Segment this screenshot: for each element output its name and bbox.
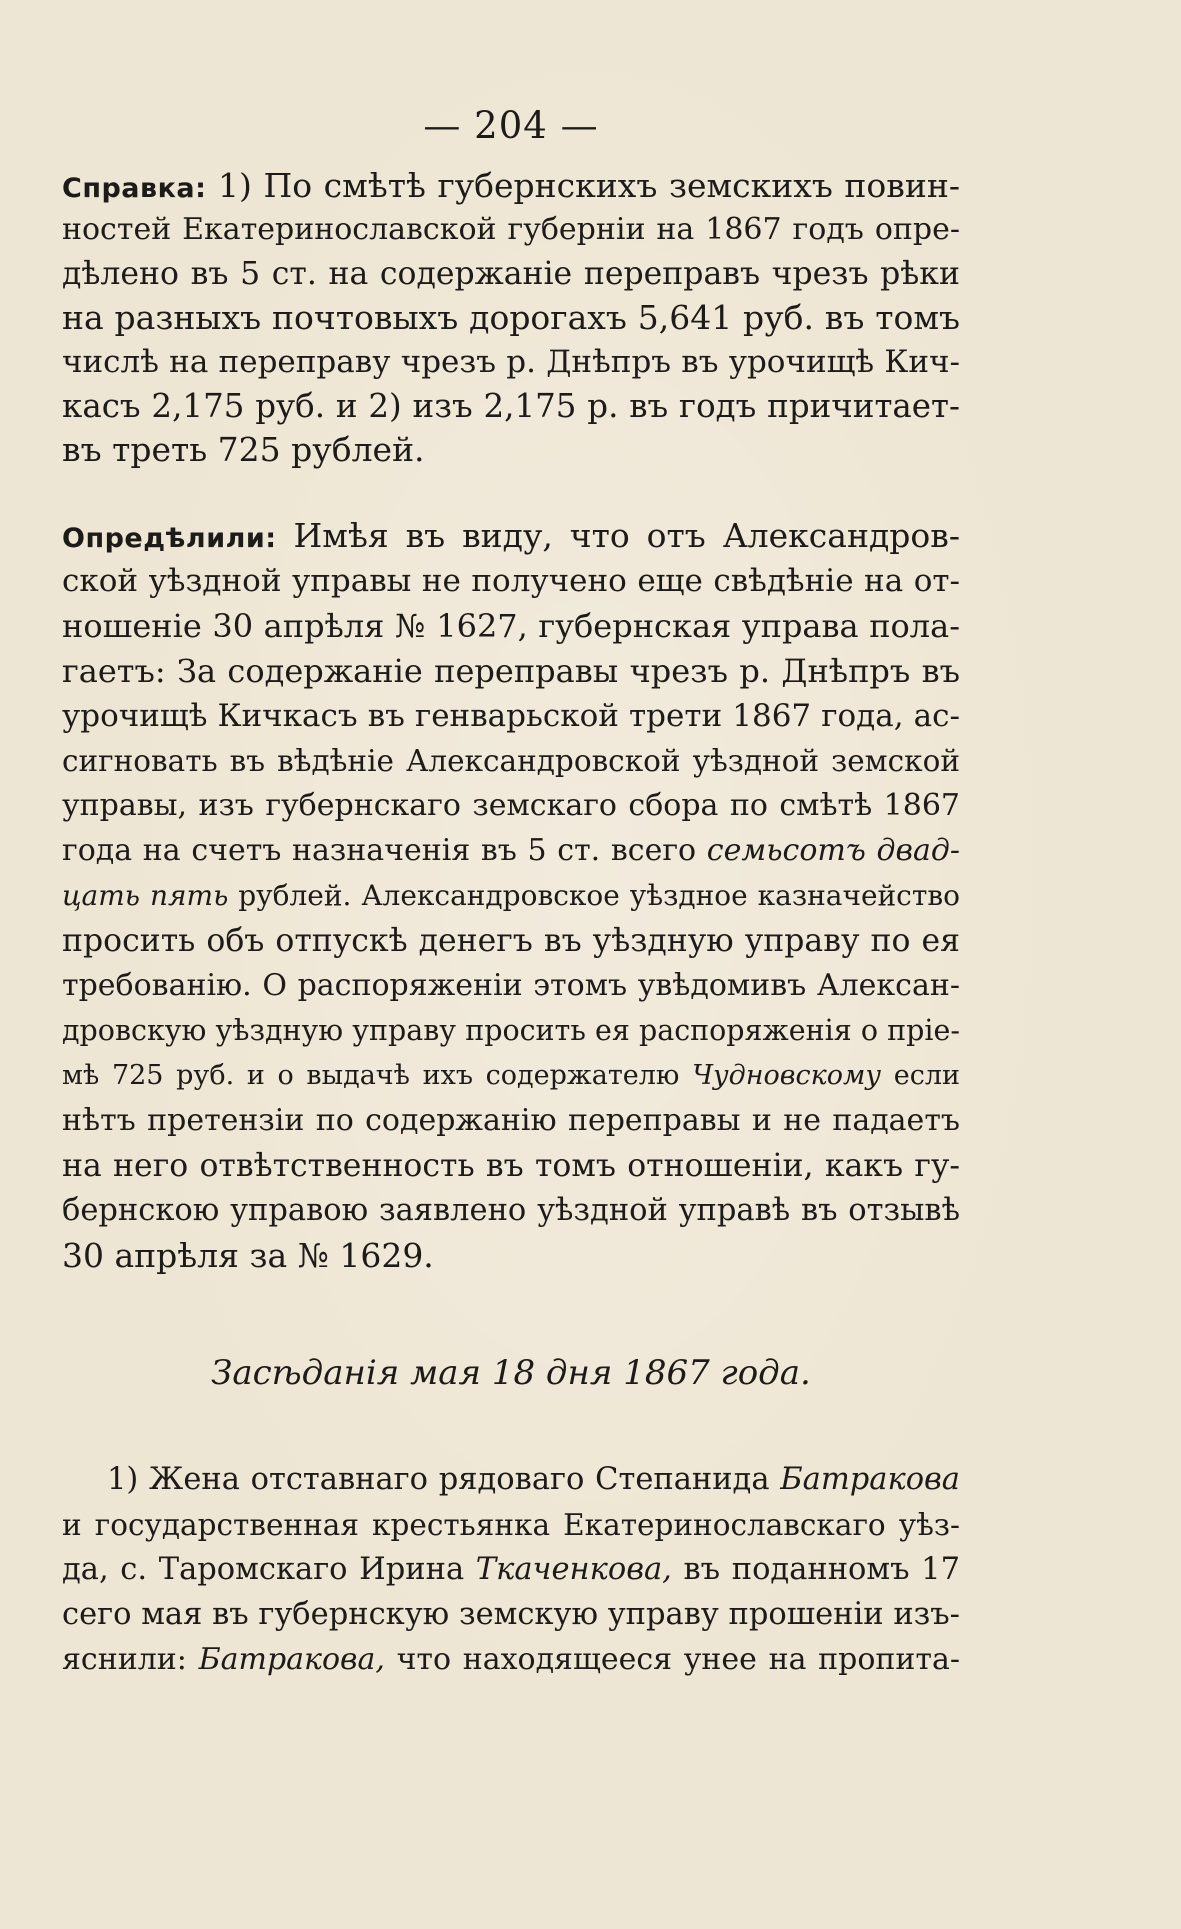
text-line: ношеніе 30 апрѣля № 1627, губернская управа пола- <box>62 607 960 645</box>
italic-name: Батракова <box>780 1462 960 1497</box>
text-span: 1) Жена отставнаго рядоваго Степанида <box>107 1462 770 1497</box>
opredelili-label: Опредѣлили: <box>62 523 277 554</box>
text-line: ностей Екатеринославской губерніи на 1867 годъ опре- <box>62 212 960 247</box>
text-span: если <box>893 1060 960 1091</box>
text-span: въ поданномъ 17 <box>683 1552 960 1587</box>
italic-name: Чудновскому <box>692 1060 882 1091</box>
text-line: сего мая въ губернскую земскую управу прошеніи изъ- <box>62 1597 960 1632</box>
text-line <box>62 874 960 918</box>
text-line <box>62 164 960 208</box>
text-span: Имѣя въ виду, что отъ Александров- <box>293 516 960 555</box>
text-line: на него отвѣтственность въ томъ отношеніи, какъ гу- <box>62 1148 960 1184</box>
text-line: 30 апрѣля за № 1629. <box>62 1236 434 1275</box>
text-span: яснили: <box>62 1642 187 1677</box>
text-line <box>62 1548 960 1592</box>
text-line: сигновать въ вѣдѣніе Александровской уѣздной земской <box>62 744 960 778</box>
text-span: года на счетъ назначенія въ 5 ст. всего <box>62 833 697 868</box>
text-line: урочищѣ Кичкасъ въ генварьской трети 1867 года, ас- <box>62 698 960 734</box>
text-span: 1) По смѣтѣ губернскихъ земскихъ повин- <box>218 166 960 205</box>
text-line: нѣтъ претензіи по содержанію переправы и не падаетъ <box>62 1103 960 1138</box>
text-line: числѣ на переправу чрезъ р. Днѣпръ въ урочищѣ Кич- <box>62 344 960 380</box>
text-line: просить объ отпускѣ денегъ въ уѣздную управу по ея <box>62 923 960 959</box>
text-line: ской уѣздной управы не получено еще свѣдѣніе на от- <box>62 563 960 599</box>
text-line: требованію. О распоряженіи этомъ увѣдомивъ Алексан- <box>62 968 960 1003</box>
text-line: и государственная крестьянка Екатеринославскаго уѣз- <box>62 1508 960 1542</box>
text-span: рублей. Александровское уѣздное казначейство <box>238 879 960 912</box>
italic-amount: цать пять <box>62 879 229 912</box>
text-line: дровскую уѣздную управу просить ея распоряженія о прiе- <box>62 1014 960 1047</box>
text-line <box>62 1054 960 1098</box>
text-line <box>62 514 960 558</box>
page-number: — 204 — <box>423 104 599 147</box>
text-line <box>62 1458 960 1502</box>
text-line: управы, изъ губернскаго земскаго сбора по смѣтѣ 1867 <box>62 788 960 823</box>
italic-name: Батракова, <box>198 1642 385 1677</box>
text-span: да, с. Таромскаго Ирина <box>62 1552 465 1587</box>
text-line: бернскою управою заявлено уѣздной управѣ въ отзывѣ <box>62 1193 960 1228</box>
text-line: на разныхъ почтовыхъ дорогахъ 5,641 руб. въ томъ <box>62 298 960 337</box>
spravka-label: Справка: <box>62 173 207 204</box>
text-line: гаетъ: За содержаніе переправы чрезъ р. Днѣпръ въ <box>62 652 960 690</box>
italic-name: Ткаченкова, <box>475 1552 672 1587</box>
session-heading: Засѣданія мая 18 дня 1867 года. <box>211 1353 811 1393</box>
text-line: въ треть 725 рублей. <box>62 430 425 469</box>
text-line: дѣлено въ 5 ст. на содержаніе переправъ чрезъ рѣки <box>62 256 960 292</box>
text-line: касъ 2,175 руб. и 2) изъ 2,175 р. въ годъ причитает- <box>62 387 960 425</box>
text-span: что находящееся унее на пропита- <box>396 1642 960 1677</box>
text-span: мѣ 725 руб. и о выдачѣ ихъ содержателю <box>62 1060 680 1091</box>
text-line <box>62 1638 960 1682</box>
italic-amount: семьсотъ двад- <box>706 833 960 868</box>
text-line <box>62 829 960 873</box>
